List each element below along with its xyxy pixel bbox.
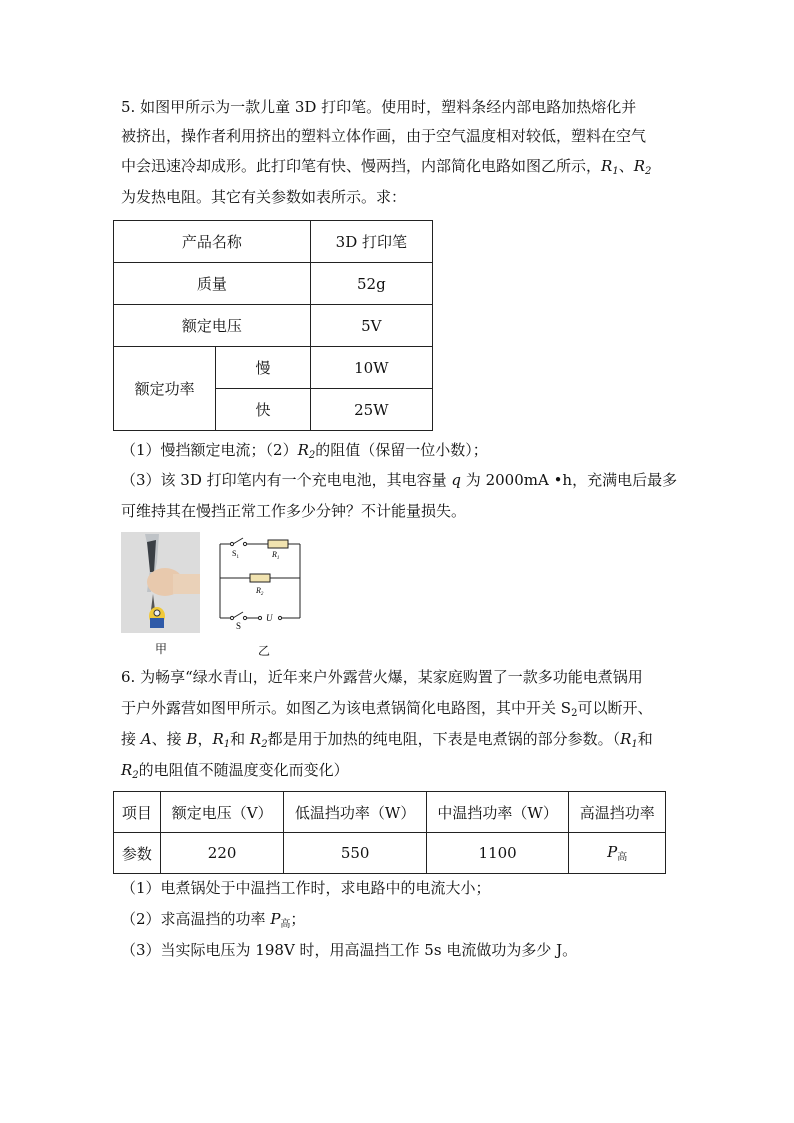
q6-question-2: （2）求高温挡的功率 $P_高$； bbox=[121, 910, 306, 930]
q6-line-4: $R_2$的电阻值不随温度变化而变化） bbox=[121, 761, 349, 781]
label-r1: $R_1$ bbox=[272, 550, 280, 561]
q5-question-3: （3）该 3D 打印笔内有一个充电电池，其电容量 q 为 2000mA •h，充满电后最多 bbox=[121, 471, 678, 489]
q5-voltage-value: 5V bbox=[310, 305, 432, 347]
q6-question-3: （3）当实际电压为 198V 时，用高温挡工作 5s 电流做功为多少 J。 bbox=[121, 941, 578, 959]
q6-header-voltage: 额定电压（V） bbox=[160, 792, 284, 833]
q5-fast-label: 快 bbox=[216, 389, 310, 431]
q6-header-mid: 中温挡功率（W） bbox=[426, 792, 569, 833]
q5-product-name-value: 3D 打印笔 bbox=[310, 221, 432, 263]
q5-line-1: 5. 如图甲所示为一款儿童 3D 打印笔。使用时，塑料条经内部电路加热熔化并 bbox=[121, 98, 637, 116]
q5-slow-label: 慢 bbox=[216, 347, 310, 389]
q6-voltage-value: 220 bbox=[160, 833, 284, 874]
q5-power-label: 额定功率 bbox=[114, 347, 216, 431]
q6-high-value: $P_高$ bbox=[569, 833, 666, 874]
label-r2: $R_2$ bbox=[256, 586, 264, 597]
figure-yi-caption: 乙 bbox=[258, 644, 271, 658]
q6-line-2: 于户外露营如图甲所示。如图乙为该电煮锅简化电路图，其中开关 $S_2$可以断开、 bbox=[121, 699, 653, 719]
q5-voltage-label: 额定电压 bbox=[114, 305, 311, 347]
label-s: S bbox=[236, 621, 242, 631]
q5-parameter-table bbox=[113, 220, 433, 431]
q6-row-label: 参数 bbox=[114, 833, 161, 874]
q6-question-1: （1）电煮锅处于中温挡工作时，求电路中的电流大小； bbox=[121, 879, 491, 897]
q6-line-3: 接 A、接 B，$R_1$和 $R_2$都是用于加热的纯电阻，下表是电煮锅的部分参数。（$R_1$和 bbox=[121, 730, 653, 750]
q5-line-3: 中会迅速冷却成形。此打印笔有快、慢两挡，内部简化电路如图乙所示，$R_1$、$R_2$ bbox=[121, 157, 652, 177]
label-s1: $S_1$ bbox=[232, 549, 239, 560]
q5-line-4: 为发热电阻。其它有关参数如表所示。求： bbox=[121, 188, 407, 206]
q5-slow-value: 10W bbox=[310, 347, 432, 389]
q6-low-value: 550 bbox=[284, 833, 427, 874]
q5-mass-label: 质量 bbox=[114, 263, 311, 305]
q6-header-item: 项目 bbox=[114, 792, 161, 833]
figure-jia-caption: 甲 bbox=[155, 642, 168, 656]
circuit-diagram bbox=[218, 532, 304, 632]
q5-line-2: 被挤出，操作者利用挤出的塑料立体作画，由于空气温度相对较低，塑料在空气 bbox=[121, 127, 647, 145]
q6-header-high: 高温挡功率 bbox=[569, 792, 666, 833]
q6-header-low: 低温挡功率（W） bbox=[284, 792, 427, 833]
q6-mid-value: 1100 bbox=[426, 833, 569, 874]
q5-mass-value: 52g bbox=[310, 263, 432, 305]
q6-line-1: 6. 为畅享“绿水青山，近年来户外露营火爆，某家庭购置了一款多功能电煮锅用 bbox=[121, 668, 643, 686]
label-u: U bbox=[266, 613, 273, 623]
q5-questions-1-2: （1）慢挡额定电流；$(2)R_2$的阻值（保留一位小数）； bbox=[121, 441, 488, 461]
q5-product-name-label: 产品名称 bbox=[114, 221, 311, 263]
q5-fast-value: 25W bbox=[310, 389, 432, 431]
q5-question-3-cont: 可维持其在慢挡正常工作多少分钟？不计能量损失。 bbox=[121, 502, 467, 520]
pen-photo bbox=[121, 532, 200, 633]
q6-parameter-table bbox=[113, 791, 666, 874]
